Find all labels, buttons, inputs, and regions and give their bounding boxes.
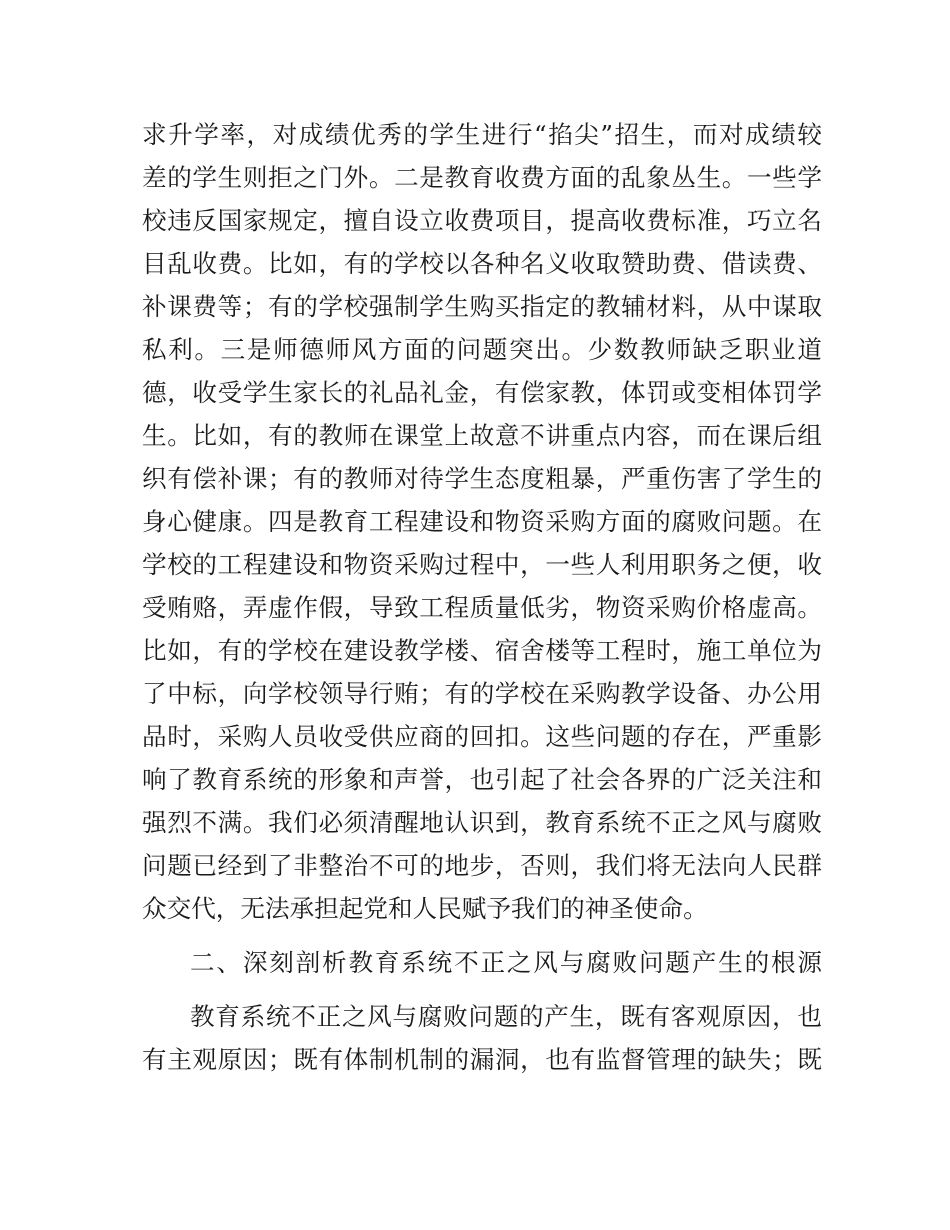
text-line: 有主观原因；既有体制机制的漏洞，也有监督管理的缺失；既 — [142, 1045, 822, 1074]
section-heading: 二、深刻剖析教育系统不正之风与腐败问题产生的根源 — [190, 948, 822, 977]
text-line: 教育系统不正之风与腐败问题的产生，既有客观原因，也 — [190, 1002, 822, 1031]
text-line: 比如，有的学校在建设教学楼、宿舍楼等工程时，施工单位为 — [142, 636, 822, 665]
text-line: 品时，采购人员收受供应商的回扣。这些问题的存在，严重影 — [142, 722, 822, 751]
text-line: 私利。三是师德师风方面的问题突出。少数教师缺乏职业道 — [142, 335, 822, 364]
text-line: 补课费等；有的学校强制学生购买指定的教辅材料，从中谋取 — [142, 292, 822, 321]
text-line: 差的学生则拒之门外。二是教育收费方面的乱象丛生。一些学 — [142, 163, 822, 192]
text-line: 织有偿补课；有的教师对待学生态度粗暴，严重伤害了学生的 — [142, 464, 822, 493]
text-line: 学校的工程建设和物资采购过程中，一些人利用职务之便，收 — [142, 550, 822, 579]
text-line: 校违反国家规定，擅自设立收费项目，提高收费标准，巧立名 — [142, 206, 822, 235]
text-line: 生。比如，有的教师在课堂上故意不讲重点内容，而在课后组 — [142, 421, 822, 450]
text-line: 了中标，向学校领导行贿；有的学校在采购教学设备、办公用 — [142, 679, 822, 708]
text-line: 身心健康。四是教育工程建设和物资采购方面的腐败问题。在 — [142, 507, 822, 536]
text-line: 众交代，无法承担起党和人民赋予我们的神圣使命。 — [142, 894, 708, 923]
text-line: 德，收受学生家长的礼品礼金，有偿家教，体罚或变相体罚学 — [142, 378, 822, 407]
text-line: 强烈不满。我们必须清醒地认识到，教育系统不正之风与腐败 — [142, 808, 822, 837]
text-line: 问题已经到了非整治不可的地步，否则，我们将无法向人民群 — [142, 851, 822, 880]
text-line: 目乱收费。比如，有的学校以各种名义收取赞助费、借读费、 — [142, 249, 822, 278]
text-line: 响了教育系统的形象和声誉，也引起了社会各界的广泛关注和 — [142, 765, 822, 794]
text-line: 求升学率，对成绩优秀的学生进行“掐尖”招生，而对成绩较 — [142, 120, 822, 149]
text-line: 受贿赂，弄虚作假，导致工程质量低劣，物资采购价格虚高。 — [142, 593, 822, 622]
